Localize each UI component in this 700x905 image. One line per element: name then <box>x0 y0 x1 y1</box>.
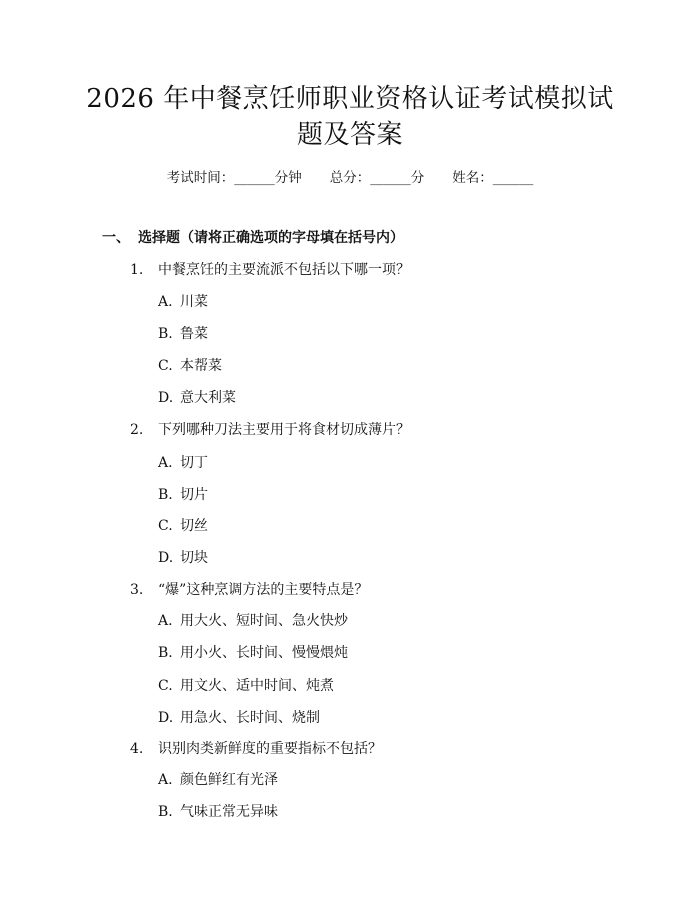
answer-option <box>158 454 208 472</box>
option-text: 川菜 <box>180 294 208 310</box>
question-item <box>130 581 368 599</box>
answer-option <box>158 709 320 727</box>
option-text: 鲁菜 <box>180 326 208 342</box>
option-letter: D. <box>158 550 174 566</box>
option-text: 气味正常无异味 <box>180 804 278 820</box>
page-title-line-2: 题及答案 <box>296 120 403 150</box>
option-text: 用小火、长时间、慢慢煨炖 <box>180 645 348 661</box>
question-number: 3. <box>130 582 144 598</box>
question-text: 中餐烹饪的主要流派不包括以下哪一项？ <box>158 262 410 278</box>
exam-time-field: 考试时间：______分钟 <box>166 170 302 186</box>
question-item <box>130 740 382 758</box>
page-title-line-1: 2026 年中餐烹饪师职业资格认证考试模拟试 <box>86 84 614 114</box>
answer-option <box>158 486 208 504</box>
option-letter: C. <box>158 518 173 534</box>
answer-option <box>158 517 208 535</box>
section-heading <box>102 229 404 247</box>
option-letter: A. <box>158 294 173 310</box>
answer-option <box>158 803 278 821</box>
question-item <box>130 261 410 279</box>
answer-option <box>158 644 348 662</box>
option-letter: D. <box>158 710 174 726</box>
answer-option <box>158 677 334 695</box>
question-text: 下列哪种刀法主要用于将食材切成薄片？ <box>158 422 410 438</box>
option-text: 用大火、短时间、急火快炒 <box>180 613 348 629</box>
answer-option <box>158 389 236 407</box>
answer-option <box>158 293 208 311</box>
answer-option <box>158 771 278 789</box>
option-letter: B. <box>158 487 173 503</box>
question-number: 4. <box>130 741 144 757</box>
option-letter: B. <box>158 804 173 820</box>
option-text: 切块 <box>180 550 208 566</box>
option-text: 用文火、适中时间、炖煮 <box>180 678 334 694</box>
question-text: “爆”这种烹调方法的主要特点是？ <box>158 582 369 598</box>
exam-info-line <box>0 169 700 187</box>
option-text: 意大利菜 <box>180 390 236 406</box>
option-text: 切片 <box>180 487 208 503</box>
option-letter: A. <box>158 455 173 471</box>
question-item <box>130 421 410 439</box>
option-letter: B. <box>158 326 173 342</box>
answer-option <box>158 612 348 630</box>
option-text: 切丁 <box>180 455 208 471</box>
answer-option <box>158 325 208 343</box>
option-letter: B. <box>158 645 173 661</box>
option-text: 用急火、长时间、烧制 <box>180 710 320 726</box>
section-number: 一、 <box>102 230 130 246</box>
answer-option <box>158 549 208 567</box>
question-number: 2. <box>130 422 144 438</box>
option-letter: C. <box>158 678 173 694</box>
option-text: 本帮菜 <box>180 358 222 374</box>
question-text: 识别肉类新鲜度的重要指标不包括？ <box>158 741 382 757</box>
name-field: 姓名：______ <box>452 170 534 186</box>
section-title: 选择题（请将正确选项的字母填在括号内） <box>138 230 404 246</box>
option-text: 颜色鲜红有光泽 <box>180 772 278 788</box>
option-text: 切丝 <box>180 518 208 534</box>
option-letter: D. <box>158 390 174 406</box>
total-score-field: 总分：______分 <box>329 170 425 186</box>
option-letter: A. <box>158 772 173 788</box>
question-number: 1. <box>130 262 144 278</box>
option-letter: A. <box>158 613 173 629</box>
answer-option <box>158 357 222 375</box>
option-letter: C. <box>158 358 173 374</box>
